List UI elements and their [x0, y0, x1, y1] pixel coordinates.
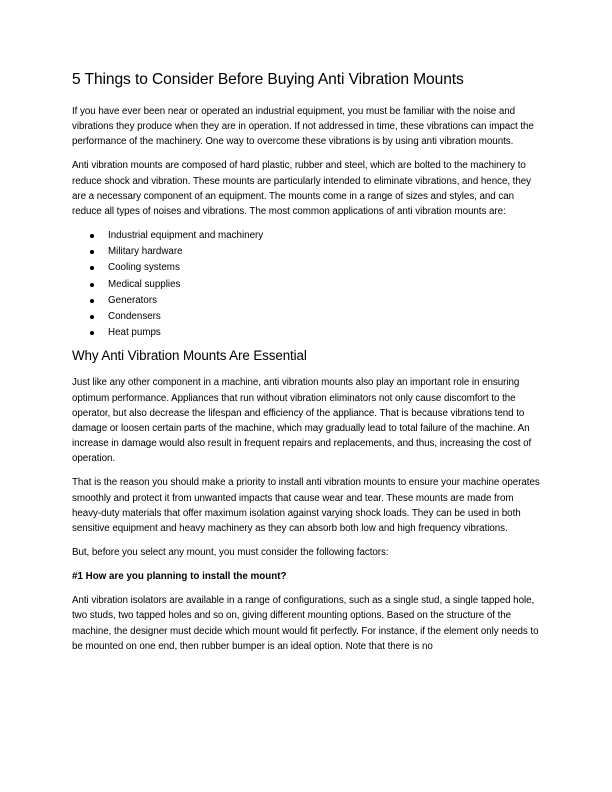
list-item — [72, 228, 542, 244]
section-paragraph-2: That is the reason you should make a priority to install anti vibration mounts to ensure your machine operates smoothly and protect it from unwanted impacts that cause wear and tear. These mounts are made from heavy-duty materials that offer maximum isolation against varying shock loads. They can be used in both sensitive equipment and heavy machinery as they can absorb both low and high frequency vibrations. — [72, 477, 540, 535]
bullet-icon — [90, 299, 94, 303]
document-title: 5 Things to Consider Before Buying Anti Vibration Mounts — [72, 71, 464, 88]
bullet-icon — [90, 315, 94, 319]
document-page — [72, 70, 542, 663]
list-item — [72, 277, 542, 293]
list-item — [72, 325, 542, 341]
list-item — [72, 293, 542, 309]
list-item-text: Military hardware — [108, 246, 183, 258]
list-item-text: Cooling systems — [108, 262, 180, 274]
intro-paragraph-2: Anti vibration mounts are composed of hard plastic, rubber and steel, which are bolted to the machinery to reduce shock and vibration. These mounts are particularly intended to eliminate vibrations, and hence, they are a necessary component of an equipment. The mounts come in a range of sizes and styles, and can reduce all types of noises and vibrations. The most common applications of anti vibration mounts are: — [72, 160, 532, 218]
list-item — [72, 244, 542, 260]
list-item — [72, 260, 542, 276]
list-item-text: Generators — [108, 294, 158, 306]
section-heading-why-essential: Why Anti Vibration Mounts Are Essential — [72, 348, 307, 364]
factor-paragraph-install: Anti vibration isolators are available in a range of configurations, such as a single stud, a single tapped hole, two studs, two tapped holes and so on, giving different mounting options. Based on the structure of the machine, the designer must decide which mount would fit perfectly. For instance, if the element only needs to be mounted on one end, then rubber bumper is an ideal option. Note that there is no — [72, 595, 539, 652]
bullet-icon — [90, 250, 94, 254]
bullet-icon — [90, 266, 94, 270]
list-item — [72, 309, 542, 325]
section-paragraph-1: Just like any other component in a machine, anti vibration mounts also play an important role in ensuring optimum performance. Appliances that run without vibration eliminators not only cause discomfort to the operator, but also decrease the lifespan and efficiency of the appliance. That is because vibrations tend to damage or loosen certain parts of the machine, which may gradually lead to total failure of the machine. An increase in damage would also result in frequent repairs and replacements, and thus, increasing the cost of operation. — [72, 377, 532, 465]
list-item-text: Condensers — [108, 311, 161, 323]
list-item-text: Heat pumps — [108, 327, 161, 339]
list-item-text: Industrial equipment and machinery — [108, 230, 264, 242]
bullet-icon — [90, 234, 94, 238]
bullet-icon — [90, 331, 94, 335]
bullet-icon — [90, 283, 94, 287]
list-item-text: Medical supplies — [108, 278, 181, 290]
applications-list — [72, 228, 542, 341]
intro-paragraph-1: If you have ever been near or operated an industrial equipment, you must be familiar with the noise and vibrations they produce when they are in operation. If not addressed in time, these vibrations can impact the performance of the machinery. One way to overcome these vibrations is by using anti vibration mounts. — [72, 106, 534, 148]
factor-heading-install: #1 How are you planning to install the mount? — [72, 571, 287, 583]
section-paragraph-3: But, before you select any mount, you must consider the following factors: — [72, 547, 389, 559]
